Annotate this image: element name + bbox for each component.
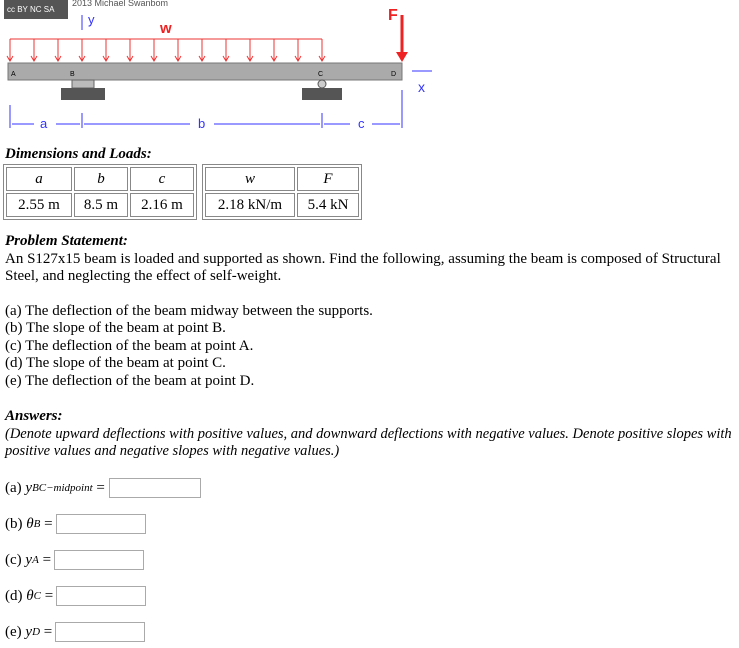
copyright-text: 2013 Michael Swanbom bbox=[72, 0, 169, 8]
answers-section: Answers: (Denote upward deflections with positive values, and downward deflections with negative values. Denote positive slopes with positive values and negative slopes with negative values.) bbox=[5, 408, 737, 461]
distributed-load-arrows bbox=[7, 39, 325, 61]
svg-text:b: b bbox=[198, 116, 206, 131]
axis-y-label: y bbox=[88, 12, 95, 27]
roller-c bbox=[318, 80, 326, 88]
dimensions-title: Dimensions and Loads: bbox=[5, 146, 152, 162]
beam bbox=[8, 63, 402, 80]
svg-text:B: B bbox=[70, 71, 75, 78]
answers-note: (Denote upward deflections with positive values, and downward deflections with negative values. Denote positive slopes with positive values and negative slopes with negative values.) bbox=[5, 425, 732, 459]
answer-input[interactable] bbox=[55, 622, 145, 642]
svg-text:c: c bbox=[358, 116, 365, 131]
dimensions-table-loads: w F 2.18 kN/m 5.4 kN bbox=[202, 164, 362, 220]
svg-text:a: a bbox=[40, 116, 48, 131]
answer-input[interactable] bbox=[56, 586, 146, 606]
answer-row: (a) y BC−midpoint = bbox=[5, 478, 201, 498]
svg-text:C: C bbox=[318, 71, 324, 78]
svg-text:x: x bbox=[418, 79, 425, 95]
problem-section: Problem Statement: An S127x15 beam is loaded and supported as shown. Find the following, assuming the beam is composed of Structural Steel, and neglecting the effect of self-weight. (a) The deflection of the beam midway between the supports. (b) The slope of the beam at point B. (c) The deflection of the beam at point A. (d) The slope of the beam at point C. (e) The deflection of the beam at point D. bbox=[5, 233, 730, 390]
dimensions-table-geometry: a b c 2.55 m 8.5 m 2.16 m bbox=[3, 164, 197, 220]
load-label-w: w bbox=[160, 20, 172, 37]
svg-text:A: A bbox=[11, 71, 16, 78]
problem-text: An S127x15 beam is loaded and supported as shown. Find the following, assuming the beam is composed of Structural Steel, and neglecting the effect of self-weight. bbox=[5, 250, 721, 284]
answer-input[interactable] bbox=[54, 550, 144, 570]
svg-text:F: F bbox=[388, 7, 398, 24]
beam-diagram bbox=[0, 0, 440, 135]
cc-license-badge bbox=[4, 0, 68, 19]
answer-input[interactable] bbox=[109, 478, 201, 498]
ground-c bbox=[302, 88, 342, 100]
svg-text:D: D bbox=[391, 71, 397, 78]
support-b bbox=[72, 80, 94, 88]
answer-input[interactable] bbox=[56, 514, 146, 534]
svg-text:cc BY NC SA: cc BY NC SA bbox=[7, 5, 55, 14]
answer-row: (d) θ C = bbox=[5, 586, 146, 606]
answer-row: (b) θ B = bbox=[5, 514, 146, 534]
answer-row: (e) y D = bbox=[5, 622, 145, 642]
answer-row: (c) y A = bbox=[5, 550, 144, 570]
ground-b bbox=[61, 88, 105, 100]
